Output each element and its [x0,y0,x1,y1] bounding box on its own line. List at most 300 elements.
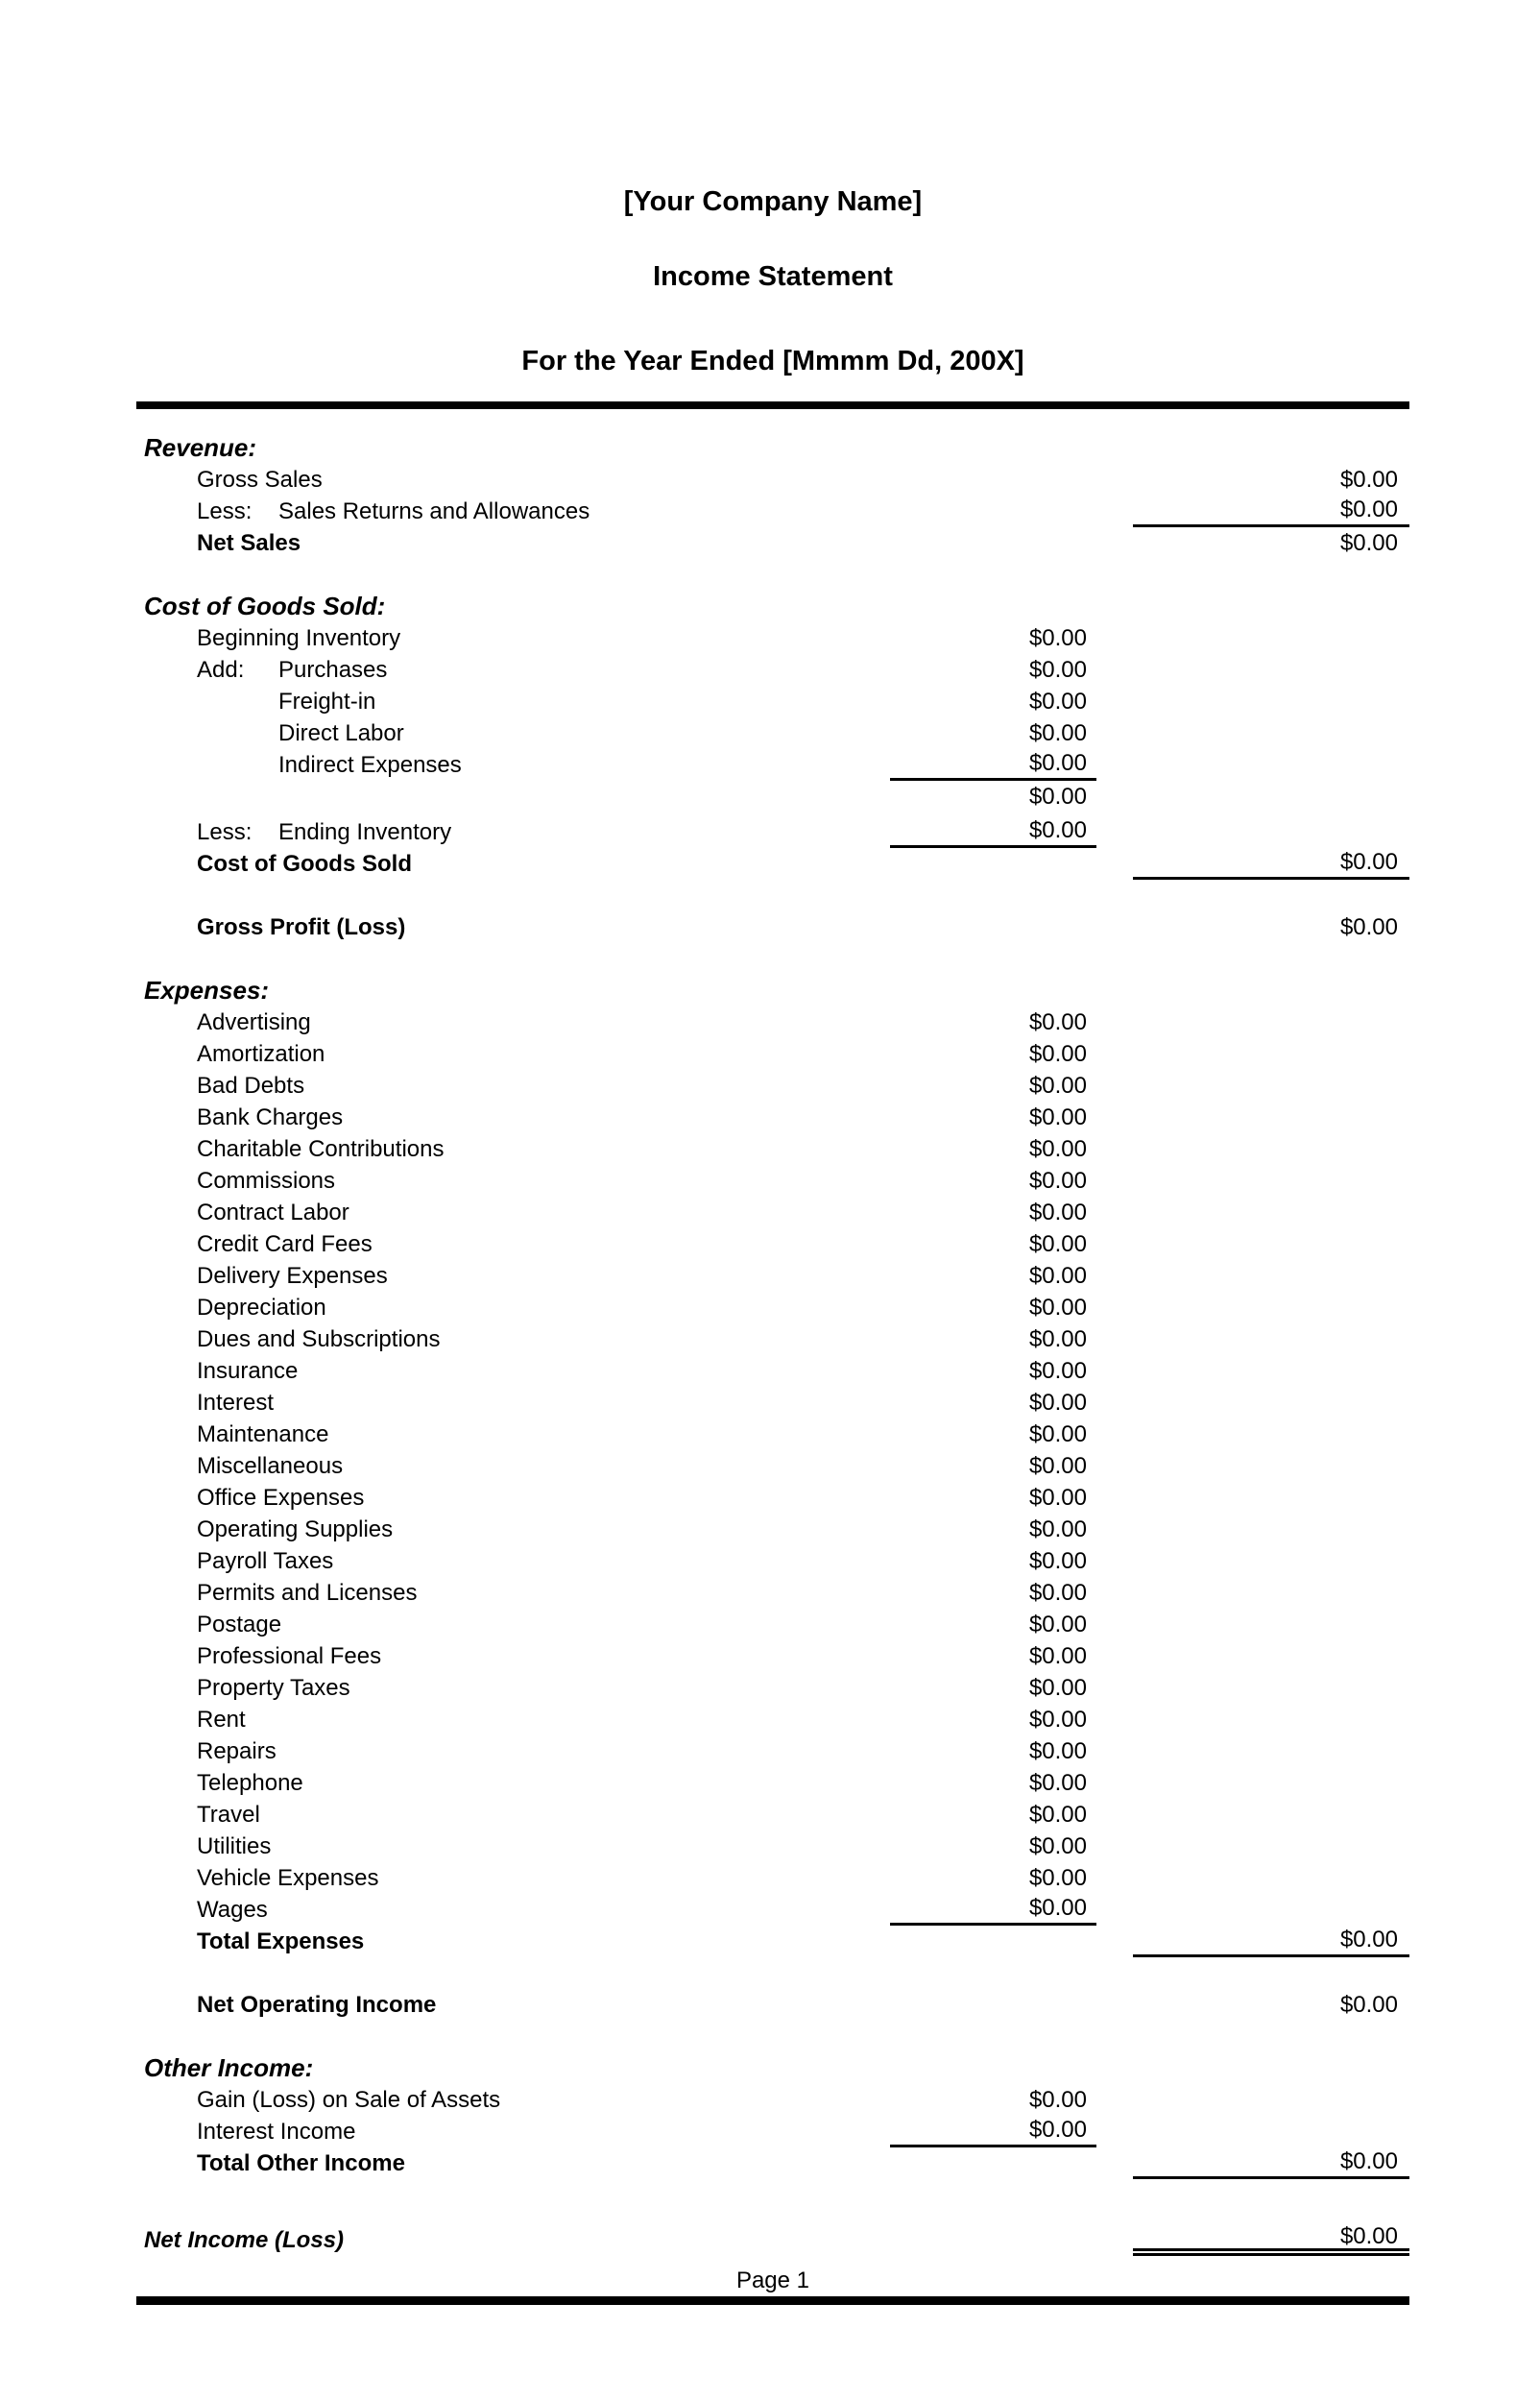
sales-returns-and-allowances-amount: $0.00 [1133,496,1409,527]
total-other-income-amount: $0.00 [1133,2147,1409,2179]
row-sales-returns-and-allowances [136,496,1409,527]
column-gap [1096,1577,1133,1609]
column-gap [1096,816,1133,848]
sales-returns-and-allowances-label [136,496,890,527]
telephone-amount: $0.00 [1028,1769,1087,1796]
row-expenses-heading [136,975,1409,1006]
total-expenses-amount: $0.00 [1133,1926,1409,1957]
column-gap [1096,1102,1133,1133]
outer-amount-empty [1133,749,1409,781]
cost-of-goods-sold-total-text: Cost of Goods Sold [197,850,412,877]
column-gap [1096,848,1133,880]
row-payroll-taxes [136,1545,1409,1577]
outer-amount-empty [1133,1609,1409,1640]
outer-amount-empty [1133,1799,1409,1831]
rent-amount: $0.00 [1028,1706,1087,1733]
freight-in-amount: $0.00 [1028,688,1087,715]
office-expenses-amount: $0.00 [1028,1484,1087,1511]
inner-amount-empty [890,1926,1096,1957]
maintenance-text: Maintenance [197,1420,329,1447]
row-rent [136,1704,1409,1735]
outer-amount-empty [1133,1735,1409,1767]
inner-amount-empty [890,848,1096,880]
header-divider-rule [136,401,1409,409]
column-gap [1096,717,1133,749]
column-gap [1096,2052,1133,2084]
depreciation-text: Depreciation [197,1294,326,1321]
row-gross-profit-loss [136,911,1409,943]
cost-of-goods-sold-total-amount: $0.00 [1133,848,1409,880]
delivery-expenses-label [136,1260,890,1292]
commissions-amount: $0.00 [1028,1167,1087,1194]
outer-amount-empty [1133,1482,1409,1514]
permits-and-licenses-amount: $0.00 [1028,1579,1087,1606]
travel-text: Travel [197,1801,260,1828]
charitable-contributions-label [136,1133,890,1165]
outer-amount-empty [1133,1323,1409,1355]
office-expenses-label [136,1482,890,1514]
outer-amount-empty [1133,1006,1409,1038]
column-gap [1096,1989,1133,2021]
net-sales-text: Net Sales [197,529,301,556]
column-gap [1096,1514,1133,1545]
advertising-label [136,1006,890,1038]
commissions-text: Commissions [197,1167,336,1194]
cogs-heading-text: Cost of Goods Sold: [144,592,386,620]
outer-amount-empty [1133,2052,1409,2084]
postage-text: Postage [197,1611,282,1637]
row-freight-in [136,686,1409,717]
depreciation-amount: $0.00 [1028,1294,1087,1321]
row-interest [136,1387,1409,1419]
bad-debts-label [136,1070,890,1102]
contract-labor-amount: $0.00 [1028,1199,1087,1225]
interest-amount: $0.00 [1028,1389,1087,1416]
net-income-loss-text: Net Income (Loss) [144,2226,345,2253]
payroll-taxes-label [136,1545,890,1577]
outer-amount-empty [1133,1545,1409,1577]
row-travel [136,1799,1409,1831]
column-gap [1096,1450,1133,1482]
direct-labor-text: Direct Labor [278,719,404,746]
telephone-text: Telephone [197,1769,303,1796]
row-purchases [136,654,1409,686]
column-gap [1096,1704,1133,1735]
permits-and-licenses-label [136,1577,890,1609]
outer-amount-empty [1133,686,1409,717]
permits-and-licenses-text: Permits and Licenses [197,1579,418,1606]
row-operating-supplies [136,1514,1409,1545]
total-expenses-label [136,1926,890,1957]
column-gap [1096,1323,1133,1355]
gross-profit-loss-text: Gross Profit (Loss) [197,913,406,940]
row-property-taxes [136,1672,1409,1704]
column-gap [1096,1862,1133,1894]
outer-amount-empty [1133,1165,1409,1197]
bank-charges-amount: $0.00 [1028,1103,1087,1130]
outer-amount-empty [1133,1450,1409,1482]
amortization-text: Amortization [197,1040,325,1067]
advertising-text: Advertising [197,1008,311,1035]
column-gap [1096,1799,1133,1831]
outer-amount-empty [1133,1514,1409,1545]
outer-amount-empty [1133,717,1409,749]
beginning-inventory-amount: $0.00 [1028,624,1087,651]
direct-labor-amount: $0.00 [1028,719,1087,746]
maintenance-label [136,1419,890,1450]
column-gap [1096,1292,1133,1323]
row-cogs-heading [136,591,1409,622]
indirect-expenses-amount: $0.00 [890,749,1096,781]
row-spacer [136,2021,1409,2052]
column-gap [1096,1387,1133,1419]
bank-charges-label [136,1102,890,1133]
postage-label [136,1609,890,1640]
row-spacer [136,880,1409,911]
miscellaneous-amount: $0.00 [1028,1452,1087,1479]
outer-amount-empty [1133,2084,1409,2116]
operating-supplies-amount: $0.00 [1028,1516,1087,1542]
column-gap [1096,1640,1133,1672]
column-gap [1096,1926,1133,1957]
row-beginning-inventory [136,622,1409,654]
delivery-expenses-amount: $0.00 [1028,1262,1087,1289]
column-gap [1096,2116,1133,2147]
credit-card-fees-label [136,1228,890,1260]
inner-amount-empty [890,496,1096,527]
charitable-contributions-text: Charitable Contributions [197,1135,445,1162]
row-cost-of-goods-sold-total [136,848,1409,880]
column-gap [1096,591,1133,622]
statement-title: Income Statement [653,261,893,292]
outer-amount-empty [1133,1640,1409,1672]
property-taxes-text: Property Taxes [197,1674,350,1701]
interest-label [136,1387,890,1419]
column-gap [1096,1672,1133,1704]
outer-amount-empty [1133,781,1409,812]
row-spacer [136,2179,1409,2211]
payroll-taxes-amount: $0.00 [1028,1547,1087,1574]
vehicle-expenses-text: Vehicle Expenses [197,1864,379,1891]
commissions-label [136,1165,890,1197]
column-gap [1096,1894,1133,1926]
other-income-heading-text: Other Income: [144,2053,314,2082]
column-gap [1096,1735,1133,1767]
row-amortization [136,1038,1409,1070]
interest-income-amount: $0.00 [890,2116,1096,2147]
utilities-amount: $0.00 [1028,1832,1087,1859]
outer-amount-empty [1133,1038,1409,1070]
column-gap [1096,432,1133,464]
charitable-contributions-amount: $0.00 [1028,1135,1087,1162]
row-bad-debts [136,1070,1409,1102]
gain-loss-on-sale-of-assets-label [136,2084,890,2116]
column-gap [1096,1355,1133,1387]
beginning-inventory-text: Beginning Inventory [197,624,401,651]
net-operating-income-label [136,1989,890,2021]
column-gap [1096,975,1133,1006]
professional-fees-label [136,1640,890,1672]
cogs-subtotal-label [136,781,890,812]
outer-amount-empty [1133,1292,1409,1323]
miscellaneous-label [136,1450,890,1482]
column-gap [1096,781,1133,812]
column-gap [1096,654,1133,686]
outer-amount-empty [1133,1831,1409,1862]
credit-card-fees-text: Credit Card Fees [197,1230,373,1257]
outer-amount-empty [1133,622,1409,654]
contract-labor-text: Contract Labor [197,1199,349,1225]
row-total-expenses [136,1926,1409,1957]
outer-amount-empty [1133,432,1409,464]
depreciation-label [136,1292,890,1323]
column-gap [1096,1006,1133,1038]
net-operating-income-text: Net Operating Income [197,1991,437,2018]
utilities-label [136,1831,890,1862]
telephone-label [136,1767,890,1799]
total-other-income-text: Total Other Income [197,2149,405,2176]
wages-amount: $0.00 [890,1894,1096,1926]
operating-supplies-label [136,1514,890,1545]
vehicle-expenses-label [136,1862,890,1894]
amortization-amount: $0.00 [1028,1040,1087,1067]
net-operating-income-amount: $0.00 [1339,1991,1398,2018]
total-expenses-text: Total Expenses [197,1928,365,1954]
inner-amount-empty [890,432,1096,464]
delivery-expenses-text: Delivery Expenses [197,1262,388,1289]
cost-of-goods-sold-total-label [136,848,890,880]
row-office-expenses [136,1482,1409,1514]
insurance-text: Insurance [197,1357,299,1384]
professional-fees-amount: $0.00 [1028,1642,1087,1669]
freight-in-text: Freight-in [278,688,376,715]
purchases-amount: $0.00 [1028,656,1087,683]
rent-label [136,1704,890,1735]
outer-amount-empty [1133,816,1409,848]
freight-in-label [136,686,890,717]
row-vehicle-expenses [136,1862,1409,1894]
dues-and-subscriptions-amount: $0.00 [1028,1325,1087,1352]
wages-label [136,1894,890,1926]
row-direct-labor [136,717,1409,749]
column-gap [1096,749,1133,781]
statement-rows [136,432,1409,2256]
row-advertising [136,1006,1409,1038]
column-gap [1096,1228,1133,1260]
row-ending-inventory [136,816,1409,848]
gain-loss-on-sale-of-assets-amount: $0.00 [1028,2086,1087,2113]
row-maintenance [136,1419,1409,1450]
company-name: [Your Company Name] [623,186,923,217]
row-spacer [136,1957,1409,1989]
outer-amount-empty [1133,1070,1409,1102]
repairs-text: Repairs [197,1737,277,1764]
column-gap [1096,1545,1133,1577]
outer-amount-empty [1133,975,1409,1006]
repairs-amount: $0.00 [1028,1737,1087,1764]
expenses-heading-label [136,975,890,1006]
row-permits-and-licenses [136,1577,1409,1609]
indirect-expenses-label [136,749,890,781]
contract-labor-label [136,1197,890,1228]
row-other-income-heading [136,2052,1409,2084]
interest-income-label [136,2116,890,2147]
ending-inventory-prefix: Less: [197,818,253,845]
sales-returns-and-allowances-prefix: Less: [197,497,253,524]
gross-profit-loss-amount: $0.00 [1339,913,1398,940]
row-insurance [136,1355,1409,1387]
row-depreciation [136,1292,1409,1323]
purchases-text: Purchases [278,656,388,683]
travel-amount: $0.00 [1028,1801,1087,1828]
advertising-amount: $0.00 [1028,1008,1087,1035]
row-dues-and-subscriptions [136,1323,1409,1355]
amortization-label [136,1038,890,1070]
row-net-sales [136,527,1409,559]
inner-amount-empty [890,591,1096,622]
ending-inventory-label [136,816,890,848]
outer-amount-empty [1133,1577,1409,1609]
indirect-expenses-text: Indirect Expenses [278,751,462,778]
row-cogs-subtotal [136,781,1409,812]
inner-amount-empty [890,2224,1096,2256]
outer-amount-empty [1133,1672,1409,1704]
row-revenue-heading [136,432,1409,464]
ending-inventory-amount: $0.00 [890,816,1096,848]
row-bank-charges [136,1102,1409,1133]
inner-amount-empty [890,464,1096,496]
column-gap [1096,622,1133,654]
row-total-other-income [136,2147,1409,2179]
property-taxes-label [136,1672,890,1704]
revenue-heading-text: Revenue: [144,433,257,462]
row-gain-loss-on-sale-of-assets [136,2084,1409,2116]
column-gap [1096,1260,1133,1292]
row-credit-card-fees [136,1228,1409,1260]
rent-text: Rent [197,1706,246,1733]
professional-fees-text: Professional Fees [197,1642,382,1669]
row-contract-labor [136,1197,1409,1228]
column-gap [1096,2147,1133,2179]
inner-amount-empty [890,2052,1096,2084]
row-repairs [136,1735,1409,1767]
column-gap [1096,527,1133,559]
gross-profit-loss-label [136,911,890,943]
outer-amount-empty [1133,2116,1409,2147]
row-net-income-loss [136,2224,1409,2256]
cogs-subtotal-amount: $0.00 [1028,783,1087,810]
row-commissions [136,1165,1409,1197]
row-miscellaneous [136,1450,1409,1482]
row-spacer [136,943,1409,975]
office-expenses-text: Office Expenses [197,1484,365,1511]
inner-amount-empty [890,911,1096,943]
column-gap [1096,686,1133,717]
outer-amount-empty [1133,1102,1409,1133]
dues-and-subscriptions-text: Dues and Subscriptions [197,1325,441,1352]
outer-amount-empty [1133,1894,1409,1926]
expenses-heading-text: Expenses: [144,976,270,1005]
bad-debts-text: Bad Debts [197,1072,305,1099]
column-gap [1096,1133,1133,1165]
outer-amount-empty [1133,1260,1409,1292]
column-gap [1096,2224,1133,2256]
column-gap [1096,1609,1133,1640]
period-line: For the Year Ended [Mmmm Dd, 200X] [521,346,1024,376]
vehicle-expenses-amount: $0.00 [1028,1864,1087,1891]
operating-supplies-text: Operating Supplies [197,1516,394,1542]
outer-amount-empty [1133,1767,1409,1799]
row-gross-sales [136,464,1409,496]
property-taxes-amount: $0.00 [1028,1674,1087,1701]
outer-amount-empty [1133,591,1409,622]
row-indirect-expenses [136,749,1409,781]
outer-amount-empty [1133,1355,1409,1387]
row-wages [136,1894,1409,1926]
sales-returns-and-allowances-text: Sales Returns and Allowances [278,497,590,524]
column-gap [1096,496,1133,527]
interest-text: Interest [197,1389,275,1416]
purchases-prefix: Add: [197,656,245,683]
column-gap [1096,1197,1133,1228]
revenue-heading-label [136,432,890,464]
row-postage [136,1609,1409,1640]
maintenance-amount: $0.00 [1028,1420,1087,1447]
net-sales-amount: $0.00 [1339,529,1398,556]
outer-amount-empty [1133,1862,1409,1894]
footer-divider-rule [136,2296,1409,2305]
page-number: Page 1 [735,2268,810,2293]
net-income-loss-label [136,2224,890,2256]
utilities-text: Utilities [197,1832,272,1859]
bad-debts-amount: $0.00 [1028,1072,1087,1099]
gross-sales-text: Gross Sales [197,466,323,493]
column-gap [1096,1419,1133,1450]
dues-and-subscriptions-label [136,1323,890,1355]
column-gap [1096,1038,1133,1070]
interest-income-text: Interest Income [197,2118,356,2145]
inner-amount-empty [890,1989,1096,2021]
net-income-loss-amount: $0.00 [1133,2224,1409,2256]
outer-amount-empty [1133,1197,1409,1228]
ending-inventory-text: Ending Inventory [278,818,452,845]
outer-amount-empty [1133,1387,1409,1419]
total-other-income-label [136,2147,890,2179]
row-delivery-expenses [136,1260,1409,1292]
row-spacer [136,559,1409,591]
outer-amount-empty [1133,1419,1409,1450]
direct-labor-label [136,717,890,749]
column-gap [1096,1165,1133,1197]
credit-card-fees-amount: $0.00 [1028,1230,1087,1257]
bank-charges-text: Bank Charges [197,1103,344,1130]
column-gap [1096,911,1133,943]
purchases-label [136,654,890,686]
wages-text: Wages [197,1896,268,1923]
beginning-inventory-label [136,622,890,654]
column-gap [1096,1070,1133,1102]
outer-amount-empty [1133,1228,1409,1260]
inner-amount-empty [890,975,1096,1006]
column-gap [1096,1482,1133,1514]
column-gap [1096,464,1133,496]
row-charitable-contributions [136,1133,1409,1165]
row-interest-income [136,2116,1409,2147]
other-income-heading-label [136,2052,890,2084]
cogs-heading-label [136,591,890,622]
column-gap [1096,2084,1133,2116]
outer-amount-empty [1133,1704,1409,1735]
